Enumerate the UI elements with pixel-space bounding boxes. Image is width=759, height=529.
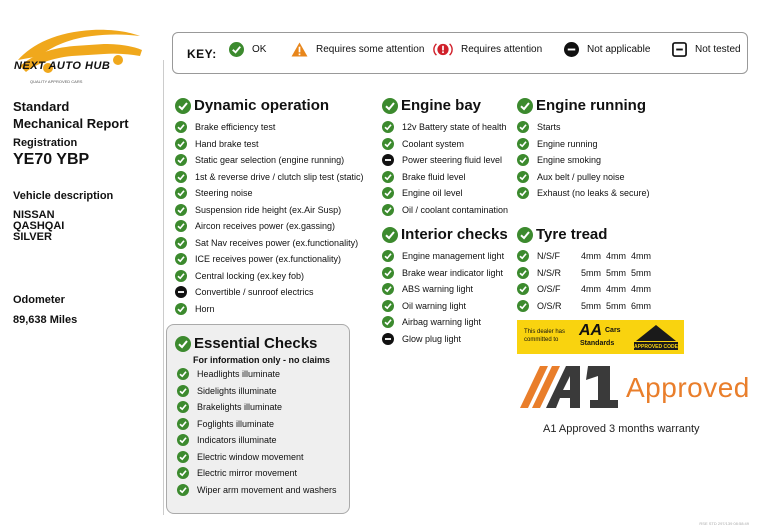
check-item-label: Electric window movement — [197, 451, 304, 462]
key-title: KEY: — [187, 47, 217, 61]
check-item — [517, 152, 650, 169]
section-title-text: Engine bay — [401, 97, 482, 114]
odometer-label: Odometer — [13, 294, 65, 306]
check-item-label: Hand brake test — [195, 138, 259, 149]
a1-warranty-caption: A1 Approved 3 months warranty — [543, 423, 700, 435]
check-icon — [382, 267, 394, 279]
report-footer-code: RSE STD 297/139 08:58:49 — [699, 521, 749, 526]
approved-code-icon — [632, 323, 680, 351]
check-icon — [517, 154, 529, 166]
check-icon — [177, 434, 189, 446]
tyre-row — [517, 248, 651, 265]
box-icon — [672, 42, 687, 57]
check-item — [517, 119, 650, 136]
check-icon — [175, 270, 187, 282]
check-item — [517, 185, 650, 202]
a1-approved-word: Approved — [626, 372, 750, 403]
tyre-depths: 5mm 5mm 5mm — [581, 267, 652, 278]
a1-approved-logo-icon — [518, 364, 622, 410]
essential-checks-panel — [166, 324, 350, 514]
check-item-label: Engine oil level — [402, 188, 463, 199]
aa-cars-text: Cars — [605, 327, 621, 334]
check-icon — [175, 204, 187, 216]
check-item — [177, 465, 337, 482]
tyre-depths: 5mm 5mm 6mm — [581, 300, 652, 311]
check-item — [175, 185, 364, 202]
check-item — [382, 265, 508, 282]
check-icon — [382, 98, 398, 114]
odometer-value: 89,638 Miles — [13, 314, 78, 326]
section-interior-checks — [382, 226, 508, 347]
check-item — [177, 449, 337, 466]
check-icon — [175, 171, 187, 183]
minus-icon — [382, 333, 394, 345]
check-item — [175, 268, 364, 285]
key-label: Not tested — [695, 44, 741, 55]
check-item — [382, 169, 508, 186]
check-icon — [517, 227, 533, 243]
check-icon — [517, 300, 529, 312]
check-item-label: Central locking (ex.key fob) — [195, 270, 305, 281]
tyre-position: N/S/R — [537, 267, 562, 278]
check-icon — [517, 121, 529, 133]
check-item-label: 12v Battery state of health — [402, 122, 507, 133]
section-title — [382, 226, 508, 243]
essential-list — [177, 366, 337, 498]
check-item-label: Wiper arm movement and washers — [197, 484, 337, 495]
section-title-text: Tyre tread — [536, 226, 608, 243]
check-icon — [175, 237, 187, 249]
report-title-line2: Mechanical Report — [13, 116, 129, 131]
aa-logo: AA — [579, 322, 603, 339]
check-item — [517, 169, 650, 186]
check-icon — [177, 368, 189, 380]
check-icon — [517, 250, 529, 262]
dealer-logo-name: NEXT AUTO HUB — [14, 60, 111, 72]
check-item-label: Oil / coolant contamination — [402, 204, 509, 215]
check-icon — [175, 253, 187, 265]
section-title-text: Interior checks — [401, 226, 508, 243]
check-item-label: Aux belt / pulley noise — [537, 171, 625, 182]
check-item — [175, 136, 364, 153]
aa-standards-text: Standards — [580, 340, 615, 347]
check-icon — [177, 451, 189, 463]
check-item — [517, 136, 650, 153]
essential-subtitle: For information only - no claims — [193, 355, 331, 365]
check-icon — [517, 187, 529, 199]
check-icon — [382, 171, 394, 183]
check-item — [175, 284, 364, 301]
check-item-label: ICE receives power (ex.functionality) — [195, 254, 342, 265]
check-item — [175, 235, 364, 252]
key-item-ok — [229, 42, 266, 57]
check-icon — [177, 418, 189, 430]
check-icon — [175, 220, 187, 232]
alert-icon — [433, 42, 453, 57]
check-item — [177, 416, 337, 433]
check-icon — [517, 267, 529, 279]
check-icon — [177, 385, 189, 397]
check-item — [382, 136, 508, 153]
interior-list — [382, 248, 508, 347]
section-title — [382, 97, 508, 114]
check-item-label: Indicators illuminate — [197, 435, 277, 446]
tyre-row — [517, 298, 651, 315]
section-title-text: Dynamic operation — [194, 97, 330, 114]
check-item-label: Power steering fluid level — [402, 155, 503, 166]
dealer-logo-tagline: QUALITY APPROVED CARS — [30, 79, 83, 84]
registration-value: YE70 YBP — [13, 151, 90, 168]
warning-icon — [291, 42, 308, 57]
check-item-label: Static gear selection (engine running) — [195, 155, 345, 166]
key-item-some-attention — [291, 42, 424, 57]
section-engine-bay — [382, 97, 508, 218]
check-item-label: Engine management light — [402, 251, 505, 262]
minus-icon — [382, 154, 394, 166]
check-icon — [517, 138, 529, 150]
tyre-list — [517, 248, 651, 314]
aa-badge-text: This dealer has committed to — [524, 329, 566, 343]
vehicle-model: QASHQAI — [13, 220, 65, 232]
check-icon — [382, 227, 398, 243]
tyre-position: O/S/R — [537, 300, 562, 311]
key-item-na — [564, 42, 650, 57]
tyre-row — [517, 281, 651, 298]
check-item-label: Convertible / sunroof electrics — [195, 287, 314, 298]
section-title-text: Essential Checks — [194, 335, 318, 352]
check-item — [382, 248, 508, 265]
check-icon — [382, 204, 394, 216]
check-item — [382, 331, 508, 348]
section-title-text: Engine running — [536, 97, 646, 114]
vehicle-description-label: Vehicle description — [13, 190, 114, 202]
check-item — [177, 383, 337, 400]
aa-cars-standards-badge — [517, 320, 684, 354]
check-item — [177, 432, 337, 449]
section-tyre-tread — [517, 226, 651, 314]
check-item-label: Electric mirror movement — [197, 468, 298, 479]
key-label: Requires attention — [461, 44, 543, 55]
check-icon — [517, 283, 529, 295]
check-item-label: Brakelights illuminate — [197, 402, 283, 413]
check-item — [175, 218, 364, 235]
key-label: Requires some attention — [316, 44, 425, 55]
check-item — [177, 482, 337, 499]
check-item — [382, 314, 508, 331]
check-item — [175, 119, 364, 136]
minus-icon — [175, 286, 187, 298]
check-item — [177, 399, 337, 416]
check-item — [382, 202, 508, 219]
check-item-label: Brake wear indicator light — [402, 267, 504, 278]
section-title — [517, 226, 651, 243]
check-item-label: Suspension ride height (ex.Air Susp) — [195, 204, 342, 215]
check-item-label: Glow plug light — [402, 333, 462, 344]
registration-label: Registration — [13, 137, 78, 149]
check-icon — [177, 401, 189, 413]
check-item-label: Aircon receives power (ex.gassing) — [195, 221, 336, 232]
check-item-label: Exhaust (no leaks & secure) — [537, 188, 650, 199]
check-item-label: Foglights illuminate — [197, 418, 275, 429]
dynamic-list — [175, 119, 364, 317]
check-item — [175, 169, 364, 186]
check-icon — [382, 121, 394, 133]
vehicle-colour: SILVER — [13, 231, 52, 243]
check-icon — [175, 98, 191, 114]
section-title — [517, 97, 650, 114]
key-legend — [172, 32, 748, 74]
check-item-label: Airbag warning light — [402, 317, 482, 328]
engine-bay-list — [382, 119, 508, 218]
section-dynamic-operation — [175, 97, 364, 317]
check-item — [175, 251, 364, 268]
check-item-label: Horn — [195, 303, 215, 314]
check-item — [175, 202, 364, 219]
check-item — [175, 301, 364, 318]
check-item — [382, 119, 508, 136]
check-item-label: Sat Nav receives power (ex.functionality) — [195, 237, 359, 248]
check-icon — [382, 283, 394, 295]
tyre-row — [517, 265, 651, 282]
check-item-label: Brake fluid level — [402, 171, 466, 182]
check-icon — [517, 98, 533, 114]
check-icon — [175, 187, 187, 199]
check-icon — [175, 121, 187, 133]
check-icon — [517, 171, 529, 183]
check-item-label: Sidelights illuminate — [197, 385, 277, 396]
check-icon — [382, 250, 394, 262]
check-item — [177, 366, 337, 383]
check-item-label: Headlights illuminate — [197, 369, 281, 380]
sidebar-divider — [163, 60, 164, 515]
check-icon — [175, 336, 191, 352]
key-label: OK — [252, 44, 267, 55]
key-item-attention — [433, 42, 542, 57]
check-item-label: Coolant system — [402, 138, 465, 149]
check-item-label: Brake efficiency test — [195, 122, 276, 133]
check-icon — [177, 484, 189, 496]
check-item — [382, 152, 508, 169]
check-item-label: Engine running — [537, 138, 598, 149]
check-icon — [382, 187, 394, 199]
check-item-label: Steering noise — [195, 188, 253, 199]
check-item-label: Starts — [537, 122, 561, 133]
key-item-not-tested — [672, 42, 741, 57]
tyre-depths: 4mm 4mm 4mm — [581, 284, 652, 295]
engine-running-list — [517, 119, 650, 202]
check-item — [382, 281, 508, 298]
check-icon — [382, 138, 394, 150]
check-item-label: ABS warning light — [402, 284, 474, 295]
check-icon — [175, 138, 187, 150]
approved-code-text: APPROVED CODE — [634, 344, 678, 350]
report-title-line1: Standard — [13, 99, 70, 114]
section-title — [175, 97, 364, 114]
check-item-label: 1st & reverse drive / clutch slip test (static) — [195, 171, 364, 182]
check-item — [382, 185, 508, 202]
check-icon — [175, 154, 187, 166]
check-item — [175, 152, 364, 169]
tyre-depths: 4mm 4mm 4mm — [581, 251, 652, 262]
check-icon — [382, 300, 394, 312]
check-item — [382, 298, 508, 315]
vehicle-make: NISSAN — [13, 209, 55, 221]
section-title — [175, 335, 317, 352]
check-icon — [175, 303, 187, 315]
check-item-label: Engine smoking — [537, 155, 602, 166]
section-engine-running — [517, 97, 650, 202]
check-item-label: Oil warning light — [402, 300, 467, 311]
check-icon — [382, 316, 394, 328]
minus-icon — [564, 42, 579, 57]
tyre-position: O/S/F — [537, 284, 561, 295]
check-icon — [177, 467, 189, 479]
check-icon — [229, 42, 244, 57]
tyre-position: N/S/F — [537, 251, 561, 262]
key-label: Not applicable — [587, 44, 651, 55]
